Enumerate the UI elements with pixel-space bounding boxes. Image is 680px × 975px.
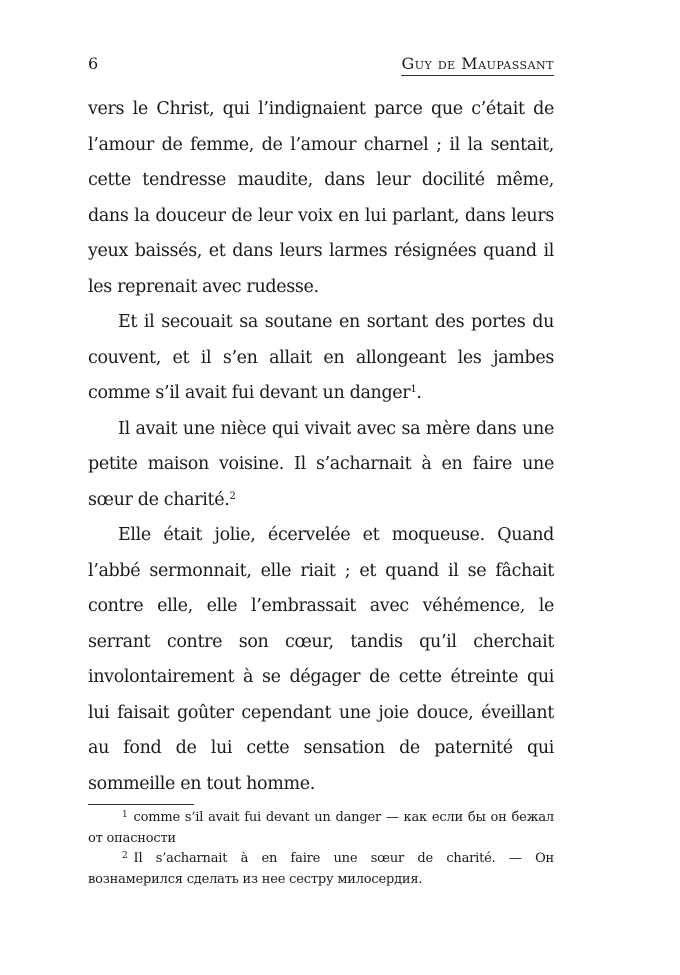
- running-title: Guy de Maupassant: [401, 54, 554, 76]
- paragraph-text: Il avait une nièce qui vivait avec sa mère dans une petite maison voisine. Il s’acharnait à en faire une sœur de charité.: [88, 418, 554, 510]
- footnotes: [88, 808, 554, 890]
- body-text: [88, 92, 554, 802]
- paragraph-text: Elle était jolie, écervelée et moqueuse. Quand l’abbé sermonnait, elle riait ; et quand il se fâchait contre elle, elle l’embrassait avec véhémence, le serrant contre son cœur, tandis qu’il cherchait involontairement à se dégager de cette étreinte qui lui faisait goûter cependant une joie douce, éveillant au fond de lui cette sensation de paternité qui sommeille en tout homme.: [88, 525, 554, 794]
- paragraph-1: [88, 92, 554, 305]
- paragraph-text: Et il secouait sa soutane en sortant des portes du couvent, et il s’en allait en allongeant les jambes comme s’il avait fui devant un danger: [88, 312, 554, 403]
- footnote-ref-2[interactable]: 2: [229, 490, 236, 502]
- paragraph-punct: .: [416, 383, 422, 403]
- paragraph-2: [88, 305, 554, 412]
- book-page: [88, 0, 554, 975]
- footnote-2: [88, 849, 554, 890]
- paragraph-3: [88, 412, 554, 519]
- footnote-mark: 1: [122, 810, 128, 820]
- footnote-1: [88, 808, 554, 849]
- paragraph-4: [88, 518, 554, 802]
- footnote-mark: 2: [122, 851, 128, 861]
- page-header: [88, 54, 554, 78]
- paragraph-text: vers le Christ, qui l’indignaient parce que c’était de l’amour de femme, de l’amour charnel ; il la sentait, cette tendresse maudite, dans leur docilité même, dans la douceur de leur voix en lui parlant, dans leurs yeux baissés, et dans leurs larmes résignées quand il les reprenait avec rudesse.: [88, 99, 554, 297]
- footnote-text: comme s’il avait fui devant un danger — как если бы он бежал от опасности: [88, 810, 554, 846]
- page-number: 6: [88, 54, 99, 73]
- footnote-divider: [88, 804, 194, 805]
- footnote-text: Il s’acharnait à en faire une sœur de charité. — Он вознамерился сделать из нее сестру милосердия.: [88, 851, 554, 887]
- footnote-ref-1[interactable]: 1: [410, 384, 417, 395]
